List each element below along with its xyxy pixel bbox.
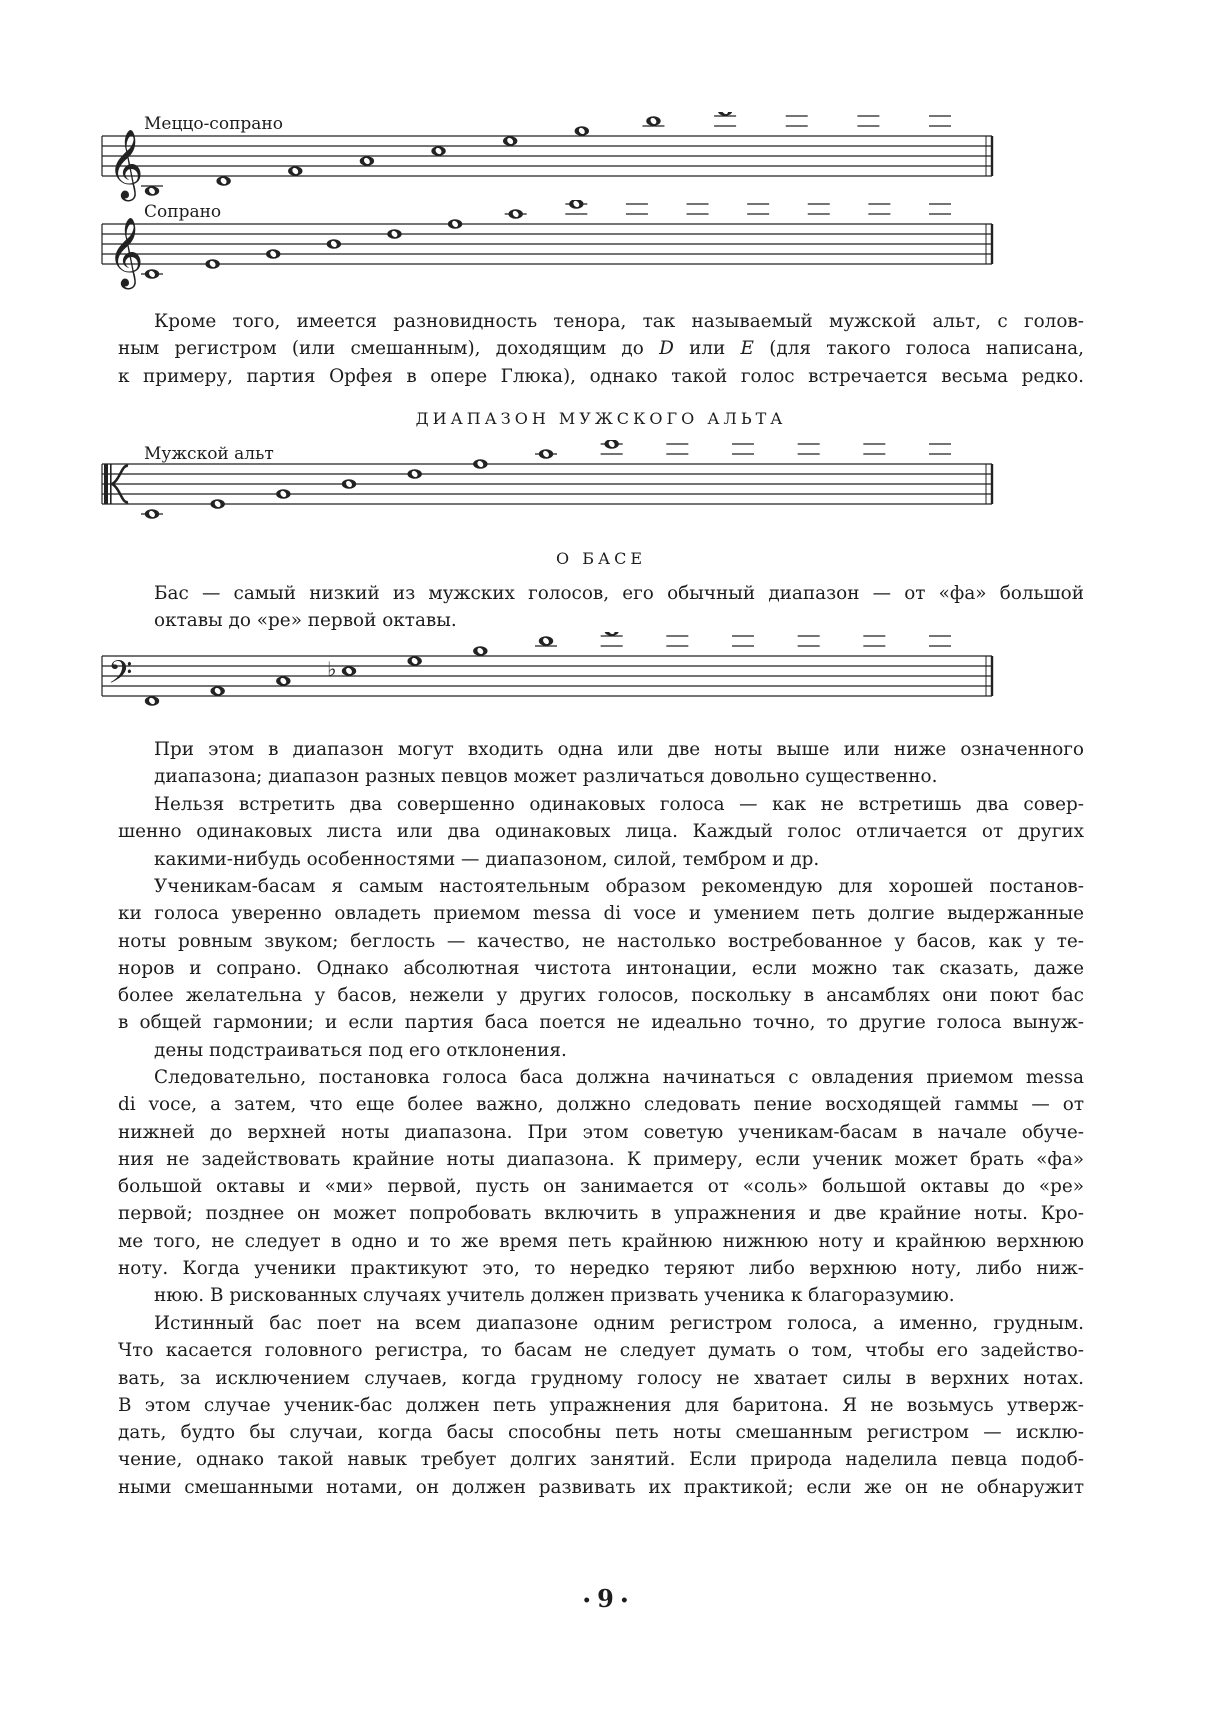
staff-label-soprano: Сопрано [144,202,222,222]
paragraph-3: Ученикам-басам я самым настоятельным образом рекомендую для хорошей постанов- ки голоса уверенно овладеть приемом messa di voce и умением петь долгие выдержанные ноты ровным звуком; беглость — качество, не настолько востребованное у басов, как у те- норов и сопрано. Однако абсолютная чистота интонации, если можно так сказать, даже более желательна у басов, нежели у других голосов, поскольку в ансамблях они поют бас в общей гармонии; и если партия баса поется не идеально точно, то другие голоса вынуж- дены подстраиваться под его отклонения. [118,876,1084,1061]
staff-label-mezzo: Меццо-сопрано [144,114,283,134]
heading-male-alto: ДИАПАЗОН МУЖСКОГО АЛЬТА [415,409,787,428]
paragraph-5: Истинный бас поет на всем диапазоне одним регистром голоса, а именно, грудным. Что касается головного регистра, то басам не следует думать о том, чтобы его задейство- вать, за исключением случаев, когда грудному голосу не хватает силы в верхних нотах. В этом случае ученик-бас должен петь упражнения для баритона. Я не возьмусь утверж- дать, будто бы случаи, когда басы способны петь ноты смешанным регистром — исклю- чение, однако такой навык требует долгих занятий. Если природа наделила певца подоб- ными смешанными нотами, он должен развивать их практикой; если же он не обнаружит [118,1313,1084,1498]
paragraph-bass-intro: Бас — самый низкий из мужских голосов, его обычный диапазон — от «фа» большой октавы до «ре» первой октавы. [154,583,1084,632]
bass-clef-icon: 𝄢 [108,654,133,698]
flat-icon: ♭ [327,657,337,681]
treble-clef-icon: 𝄞 [108,217,144,287]
staff-male-alto [100,440,1000,530]
paragraph-1: При этом в диапазон могут входить одна или две ноты выше или ниже означенного диапазона; диапазон разных певцов может различаться довольно существенно. [154,739,1084,788]
staff-label-male-alto: Мужской альт [144,444,274,464]
heading-bass: О БАСЕ [556,549,646,568]
staff-bass [100,632,1000,722]
page-number: • 9 • [582,1584,629,1613]
paragraph-2: Нельзя встретить два совершенно одинаковых голоса — как не встретишь два совер- шенно одинаковых листа или два одинаковых лица. Каждый голос отличается от других какими-нибудь особенностями — диапазоном, силой, тембром и др. [118,794,1084,870]
staff-soprano [100,200,1000,290]
treble-clef-icon: 𝄞 [108,129,144,199]
staff-mezzo-soprano [100,112,1000,202]
paragraph-tenor-intro: Кроме того, имеется разновидность тенора, так называемый мужской альт, с голов- ным регистром (или смешанным), доходящим до D или E (для такого голоса написана, к примеру, партия Орфея в опере Глюка), однако такой голос встречается весьма редко. [118,311,1084,387]
paragraph-4: Следовательно, постановка голоса баса должна начинаться с овладения приемом messa di voce, а затем, что еще более важно, должно следовать пение восходящей гаммы — от нижней до верхней ноты диапазона. При этом советую ученикам-басам в начале обуче- ния не задействовать крайние ноты диапазона. К примеру, если ученик может брать «фа» большой октавы и «ми» первой, пусть он занимается от «соль» большой октавы до «ре» первой; позднее он может попробовать включить в упражнения и две крайние ноты. Кро- ме того, не следует в одно и то же время петь крайнюю нижнюю ноту и крайнюю верхнюю ноту. Когда ученики практикуют это, то нередко теряют либо верхнюю ноту, либо ниж- нюю. В рискованных случаях учитель должен призвать ученика к благоразумию. [118,1067,1084,1307]
